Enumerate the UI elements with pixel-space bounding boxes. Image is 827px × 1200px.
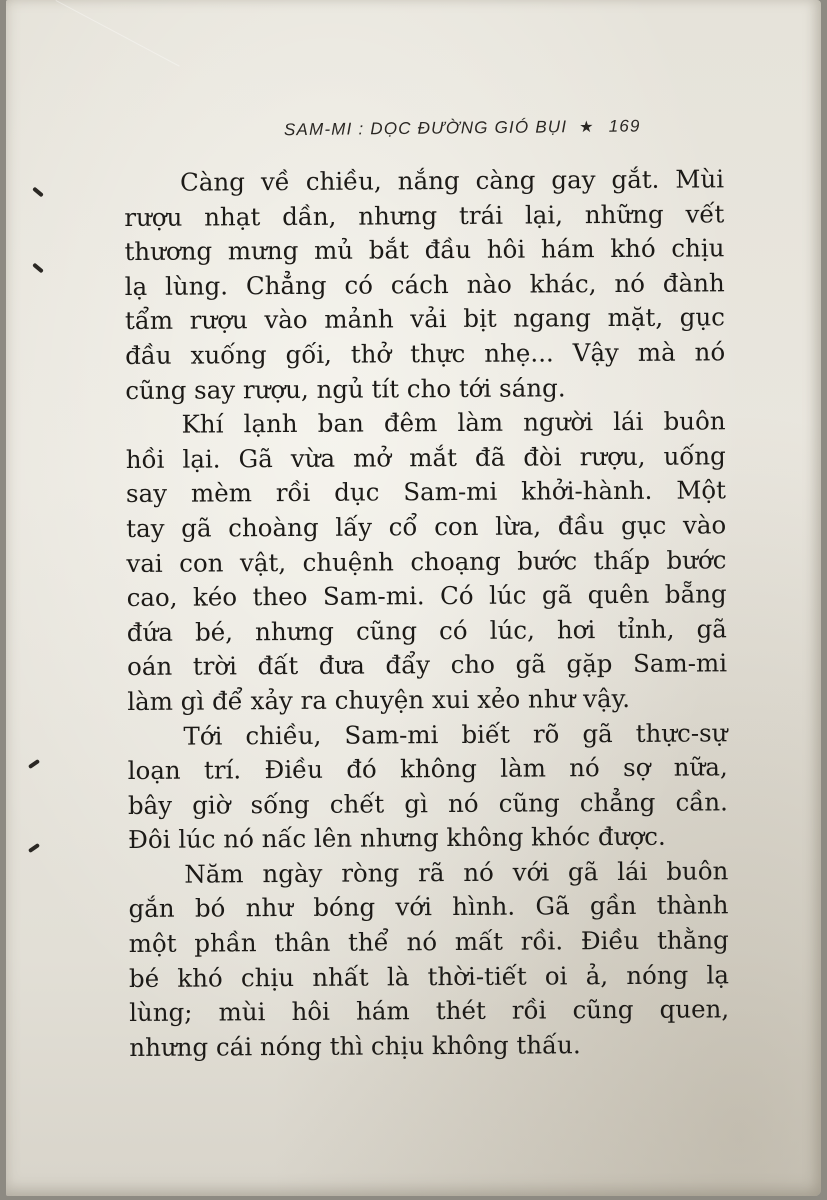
running-header	[284, 116, 704, 150]
text-line: nhưng cái nóng thì chịu không thấu.	[129, 1030, 581, 1062]
text-line: lùng; mùi hôi hám thét rồi cũng quen,	[129, 994, 730, 1028]
text-line: bé khó chịu nhất là thời-tiết oi ả, nóng lạ	[128, 959, 730, 993]
text-line: tẩm rượu vào mảnh vải bịt ngang mặt, gục	[124, 302, 726, 336]
book-page	[6, 0, 821, 1196]
text-line: một phần thân thể nó mất rồi. Điều thằng	[128, 925, 729, 959]
text-line: Càng về chiều, nắng càng gay gắt. Mùi	[180, 164, 725, 197]
text-line: Đôi lúc nó nấc lên nhưng không khóc được.	[128, 821, 666, 855]
text-line: gắn bó như bóng với hình. Gã gần thành	[128, 890, 729, 924]
body-text	[124, 162, 730, 1062]
text-line: say mèm rồi dục Sam-mi khởi-hành. Một	[125, 475, 727, 509]
binding-stitch	[28, 843, 40, 853]
text-line: rượu nhạt dần, nhưng trái lại, những vết	[124, 198, 725, 232]
text-line: hồi lại. Gã vừa mở mắt đã đòi rượu, uống	[125, 441, 726, 474]
text-line: thương mưng mủ bắt đầu hôi hám khó chịu	[124, 233, 725, 267]
text-line: đầu xuống gối, thở thực nhẹ... Vậy mà nó	[125, 337, 726, 370]
paper-crease	[0, 0, 180, 173]
text-line: cũng say rượu, ngủ tít cho tới sáng.	[125, 372, 566, 405]
text-line: oán trời đất đưa đẩy cho gã gặp Sam-mi	[126, 648, 728, 682]
text-line: làm gì để xảy ra chuyện xui xẻo như vậy.	[127, 683, 631, 716]
text-line: Năm ngày ròng rã nó với gã lái buôn	[184, 856, 729, 889]
page-number: 169	[608, 116, 641, 136]
text-line: cao, kéo theo Sam-mi. Có lúc gã quên bẵng	[126, 579, 727, 613]
text-line: tay gã choàng lấy cổ con lừa, đầu gục vào	[126, 510, 727, 543]
binding-stitch	[32, 187, 44, 198]
binding-stitch	[28, 759, 40, 769]
text-line: vai con vật, chuệnh choạng bước thấp bước	[126, 544, 727, 578]
running-title: SAM-MI : DỌC ĐƯỜNG GIÓ BỤI	[283, 117, 568, 140]
text-line: Tới chiều, Sam-mi biết rõ gã thực-sự	[183, 717, 728, 751]
text-line: lạ lùng. Chẳng có cách nào khác, nó đành	[124, 268, 725, 301]
binding-stitch	[32, 263, 44, 274]
text-line: loạn trí. Điều đó không làm nó sợ nữa,	[127, 752, 728, 786]
text-line: bây giờ sống chết gì nó cũng chẳng cần.	[127, 787, 728, 820]
star-icon: ★	[579, 118, 595, 137]
text-line: Khí lạnh ban đêm làm người lái buôn	[181, 406, 726, 439]
text-line: đứa bé, nhưng cũng có lúc, hơi tỉnh, gã	[126, 614, 727, 647]
